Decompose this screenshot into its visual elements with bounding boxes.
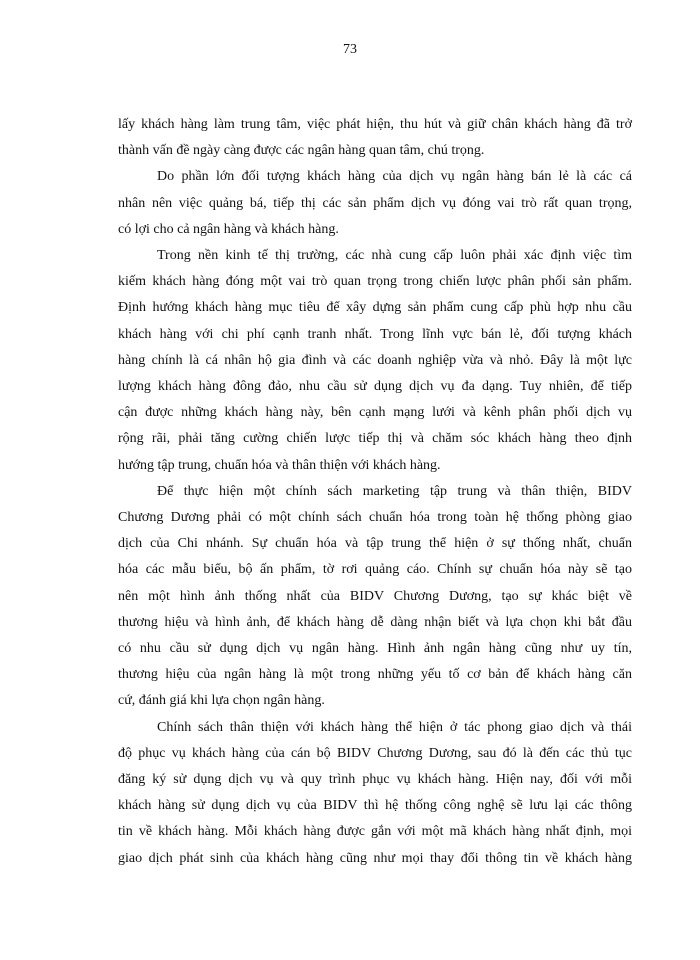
- text-line: khách hàng sử dụng dịch vụ của BIDV thì hệ thống công nghệ sẽ lưu lại các thông: [118, 798, 632, 814]
- paragraph: [118, 112, 632, 164]
- text-line: lượng khách hàng đông đảo, nhu cầu sử dụng dịch vụ đa dạng. Tuy nhiên, để tiếp: [118, 379, 632, 395]
- text-line: có nhu cầu sử dụng dịch vụ ngân hàng. Hình ảnh ngân hàng cũng như uy tín,: [118, 641, 632, 657]
- text-line: thành vấn đề ngày càng được các ngân hàng quan tâm, chú trọng.: [118, 143, 485, 159]
- text-line: đăng ký sử dụng dịch vụ và quy trình phục vụ khách hàng. Hiện nay, đối với mỗi: [118, 772, 632, 788]
- text-line: kiếm khách hàng đóng một vai trò quan trọng trong chiến lược phân phối sản phẩm.: [118, 274, 632, 290]
- page-number: 73: [343, 42, 357, 57]
- text-line: hàng chính là cá nhân hộ gia đình và các doanh nghiệp vừa và nhỏ. Đây là một lực: [118, 352, 632, 368]
- text-line: hướng tập trung, chuẩn hóa và thân thiện với khách hàng.: [118, 457, 441, 473]
- text-line: có lợi cho cả ngân hàng và khách hàng.: [118, 221, 339, 237]
- document-body: [118, 112, 632, 872]
- text-line: cứ, đánh giá khi lựa chọn ngân hàng.: [118, 693, 325, 709]
- text-line: thương hiệu của ngân hàng là một trong những yếu tố cơ bản để khách hàng căn: [118, 667, 632, 683]
- text-line: thương hiệu và hình ảnh, để khách hàng dễ dàng nhận biết và lựa chọn khi bắt đầu: [118, 614, 632, 630]
- paragraph: [118, 243, 632, 479]
- paragraph: [118, 479, 632, 715]
- text-line: cận được những khách hàng này, bên cạnh mạng lưới và kênh phân phối dịch vụ: [118, 405, 632, 421]
- text-line: hóa các mẫu biểu, bộ ấn phẩm, tờ rơi quảng cáo. Chính sự chuẩn hóa này sẽ tạo: [118, 562, 632, 578]
- text-line: tin về khách hàng. Mỗi khách hàng được gắn với một mã khách hàng nhất định, mọi: [118, 824, 632, 840]
- text-line: nhân nên việc quảng bá, tiếp thị các sản phẩm dịch vụ đóng vai trò rất quan trọng,: [118, 195, 632, 211]
- text-line: nên một hình ảnh thống nhất của BIDV Chương Dương, tạo sự khác biệt về: [118, 588, 632, 604]
- text-line: Do phần lớn đối tượng khách hàng của dịch vụ ngân hàng bán lẻ là các cá: [157, 169, 632, 185]
- text-line: dịch của Chi nhánh. Sự chuẩn hóa và tập trung thể hiện ở sự thống nhất, chuẩn: [118, 536, 632, 552]
- paragraph: [118, 715, 632, 872]
- text-line: Chương Dương phải có một chính sách chuẩn hóa trong toàn hệ thống phòng giao: [118, 510, 632, 526]
- text-line: Định hướng khách hàng mục tiêu để xây dựng sản phẩm cung cấp phù hợp nhu cầu: [118, 300, 632, 316]
- text-line: Chính sách thân thiện với khách hàng thể hiện ở tác phong giao dịch và thái: [157, 719, 632, 735]
- paragraph: [118, 164, 632, 243]
- text-line: khách hàng với chi phí cạnh tranh nhất. Trong lĩnh vực bán lẻ, đối tượng khách: [118, 326, 632, 342]
- text-line: độ phục vụ khách hàng của cán bộ BIDV Chương Dương, sau đó là đến các thủ tục: [118, 745, 632, 761]
- text-line: rộng rãi, phải tăng cường chiến lược tiếp thị và chăm sóc khách hàng theo định: [118, 431, 632, 447]
- text-line: Để thực hiện một chính sách marketing tập trung và thân thiện, BIDV: [157, 483, 632, 499]
- text-line: lấy khách hàng làm trung tâm, việc phát hiện, thu hút và giữ chân khách hàng đã trở: [118, 117, 632, 132]
- text-line: giao dịch phát sinh của khách hàng cũng như mọi thay đổi thông tin về khách hàng: [118, 850, 632, 866]
- text-line: Trong nền kinh tế thị trường, các nhà cung cấp luôn phải xác định việc tìm: [157, 248, 632, 264]
